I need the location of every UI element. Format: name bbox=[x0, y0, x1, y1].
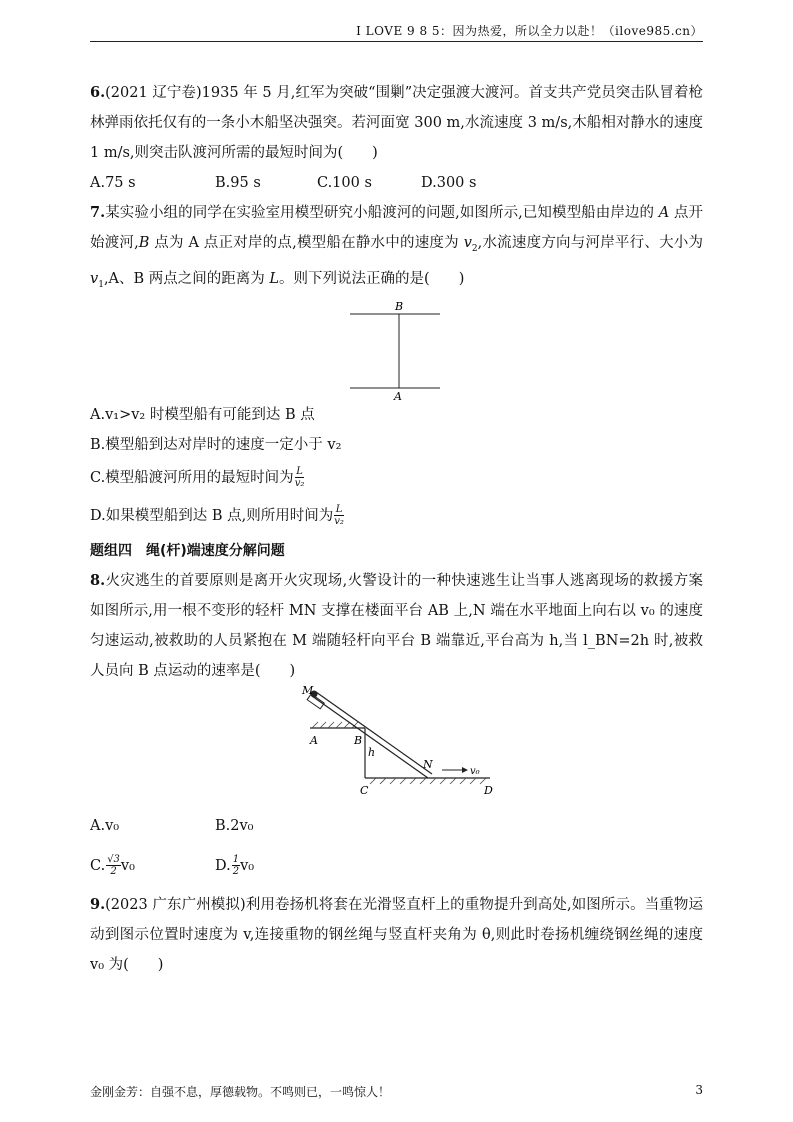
rescue-rod-svg bbox=[90, 686, 703, 806]
label-c: C bbox=[360, 783, 369, 797]
question-number: 9. bbox=[90, 895, 106, 913]
denominator: 2 bbox=[232, 866, 240, 878]
label-m: M bbox=[302, 685, 314, 697]
option-a: A.75 s bbox=[90, 175, 136, 191]
option-c bbox=[90, 846, 215, 886]
platform-hatch bbox=[312, 722, 358, 728]
question-number: 7. bbox=[90, 204, 106, 221]
question-text: (2021 辽宁卷)1935 年 5 月,红军为突破“围剿”决定强渡大渡河。首支共产党员突击队冒着枪林弹雨依托仅有的一条小木船坚决强突。若河面宽 300 m,水流速度 3 m/s,木船相对静水的速度 1 m/s,则突击队渡河所需的最短时间为( ) bbox=[90, 85, 703, 161]
question-text: (2023 广东广州模拟)利用卷扬机将套在光滑竖直杆上的重物提升到高处,如图所示。当重物运动到图示位置时速度为 v,连接重物的钢丝绳与竖直杆夹角为 θ,则此时卷扬机缠绕钢丝绳的速度 v₀ 为( ) bbox=[90, 896, 703, 973]
var-l: L bbox=[269, 270, 280, 287]
option-label: D. bbox=[215, 857, 231, 874]
page-footer bbox=[90, 1083, 703, 1100]
page-header: I LOVE 9 8 5：因为热爱，所以全力以赴！（ilove985.cn） bbox=[356, 24, 703, 38]
footer-motto: 金刚金芳：自强不息，厚德载物。不鸣则已，一鸣惊人！ bbox=[90, 1085, 391, 1099]
numerator: 1 bbox=[232, 854, 240, 866]
option-a: A.v₀ bbox=[90, 817, 120, 834]
question-6-options bbox=[90, 168, 703, 198]
label-b: B bbox=[395, 299, 404, 313]
river-diagram bbox=[90, 300, 703, 400]
velocity-arrowhead bbox=[462, 767, 468, 773]
option-d: D.300 s bbox=[421, 175, 477, 191]
question-8 bbox=[90, 566, 703, 686]
option-label: C. bbox=[90, 857, 106, 874]
option-text: C.模型船渡河所用的最短时间为 bbox=[90, 469, 294, 486]
question-7-option-a: A.v₁>v₂ 时模型船有可能到达 B 点 bbox=[90, 406, 315, 423]
question-number: 8. bbox=[90, 571, 106, 589]
question-8-options-ab bbox=[90, 806, 703, 846]
rod-mn-edge bbox=[316, 692, 432, 774]
option-b: B.2v₀ bbox=[215, 817, 254, 834]
question-7-option-c bbox=[90, 460, 703, 496]
option-d bbox=[215, 846, 254, 886]
question-7-option-d bbox=[90, 496, 703, 536]
label-a: A bbox=[394, 389, 402, 400]
numerator: √3 bbox=[107, 854, 120, 866]
var-v: v bbox=[90, 270, 99, 287]
fraction bbox=[334, 504, 344, 527]
subscript: 2 bbox=[471, 243, 478, 254]
var-v: v bbox=[463, 235, 472, 251]
question-text: 点为 A 点正对岸的点,模型船在静水中的速度为 bbox=[149, 235, 464, 251]
label-b: B bbox=[354, 733, 363, 747]
page-number: 3 bbox=[695, 1083, 703, 1097]
point-a-label: A bbox=[658, 205, 670, 221]
question-text: 某实验小组的同学在实验室用模型研究小船渡河的问题,如图所示,已知模型船由岸边的 bbox=[105, 205, 659, 221]
question-text: ,水流速度方向与河岸平行、大小为 bbox=[477, 235, 704, 251]
option-text: v₀ bbox=[240, 857, 255, 874]
numerator: L bbox=[296, 466, 303, 478]
fraction bbox=[295, 466, 305, 489]
option-c: C.100 s bbox=[317, 175, 372, 191]
question-9 bbox=[90, 890, 703, 980]
question-text: 火灾逃生的首要原则是离开火灾现场,火警设计的一种快速逃生让当事人逃离现场的救援方案如图所示,用一根不变形的轻杆 MN 支撑在楼面平台 AB 上,N 端在水平地面上向右以 v₀ 的速度匀速运动,被救助的人员紧抱在 M 端随轻杆向平台 B 端靠近,平台高为 h,当 l_BN=2h 时,被救人员向 B 点运动的速率是( ) bbox=[90, 572, 703, 679]
rod-mn bbox=[312, 696, 428, 778]
denominator: v₂ bbox=[294, 478, 305, 490]
question-text: 。则下列说法正确的是( ) bbox=[279, 270, 465, 287]
subscript: 1 bbox=[98, 279, 104, 290]
fraction bbox=[232, 854, 240, 877]
page-content bbox=[90, 78, 703, 980]
question-number: 6. bbox=[90, 84, 106, 101]
label-v0: v₀ bbox=[470, 765, 480, 777]
rescue-rod-diagram bbox=[90, 686, 703, 806]
numerator: L bbox=[335, 504, 343, 516]
ground-hatch bbox=[370, 778, 486, 784]
question-6 bbox=[90, 78, 703, 168]
section-heading: 题组四 绳(杆)端速度分解问题 bbox=[90, 542, 285, 559]
option-text: D.如果模型船到达 B 点,则所用时间为 bbox=[90, 507, 334, 524]
question-text: 点开始渡河, bbox=[90, 205, 704, 251]
header-divider bbox=[90, 41, 703, 42]
label-a: A bbox=[310, 733, 318, 747]
denominator: v₂ bbox=[334, 516, 344, 528]
point-b-label: B bbox=[138, 235, 150, 251]
option-text: v₀ bbox=[120, 857, 135, 874]
label-h: h bbox=[368, 745, 376, 759]
question-7 bbox=[90, 198, 703, 300]
fraction bbox=[106, 854, 121, 877]
option-b: B.95 s bbox=[215, 175, 261, 191]
label-n: N bbox=[423, 757, 433, 771]
question-7-option-b: B.模型船到达对岸时的速度一定小于 v₂ bbox=[90, 436, 342, 453]
denominator: 2 bbox=[110, 866, 117, 878]
label-d: D bbox=[484, 783, 493, 797]
question-text: ,A、B 两点之间的距离为 bbox=[103, 270, 270, 287]
question-8-options-cd bbox=[90, 846, 703, 886]
river-diagram-svg bbox=[90, 300, 703, 400]
